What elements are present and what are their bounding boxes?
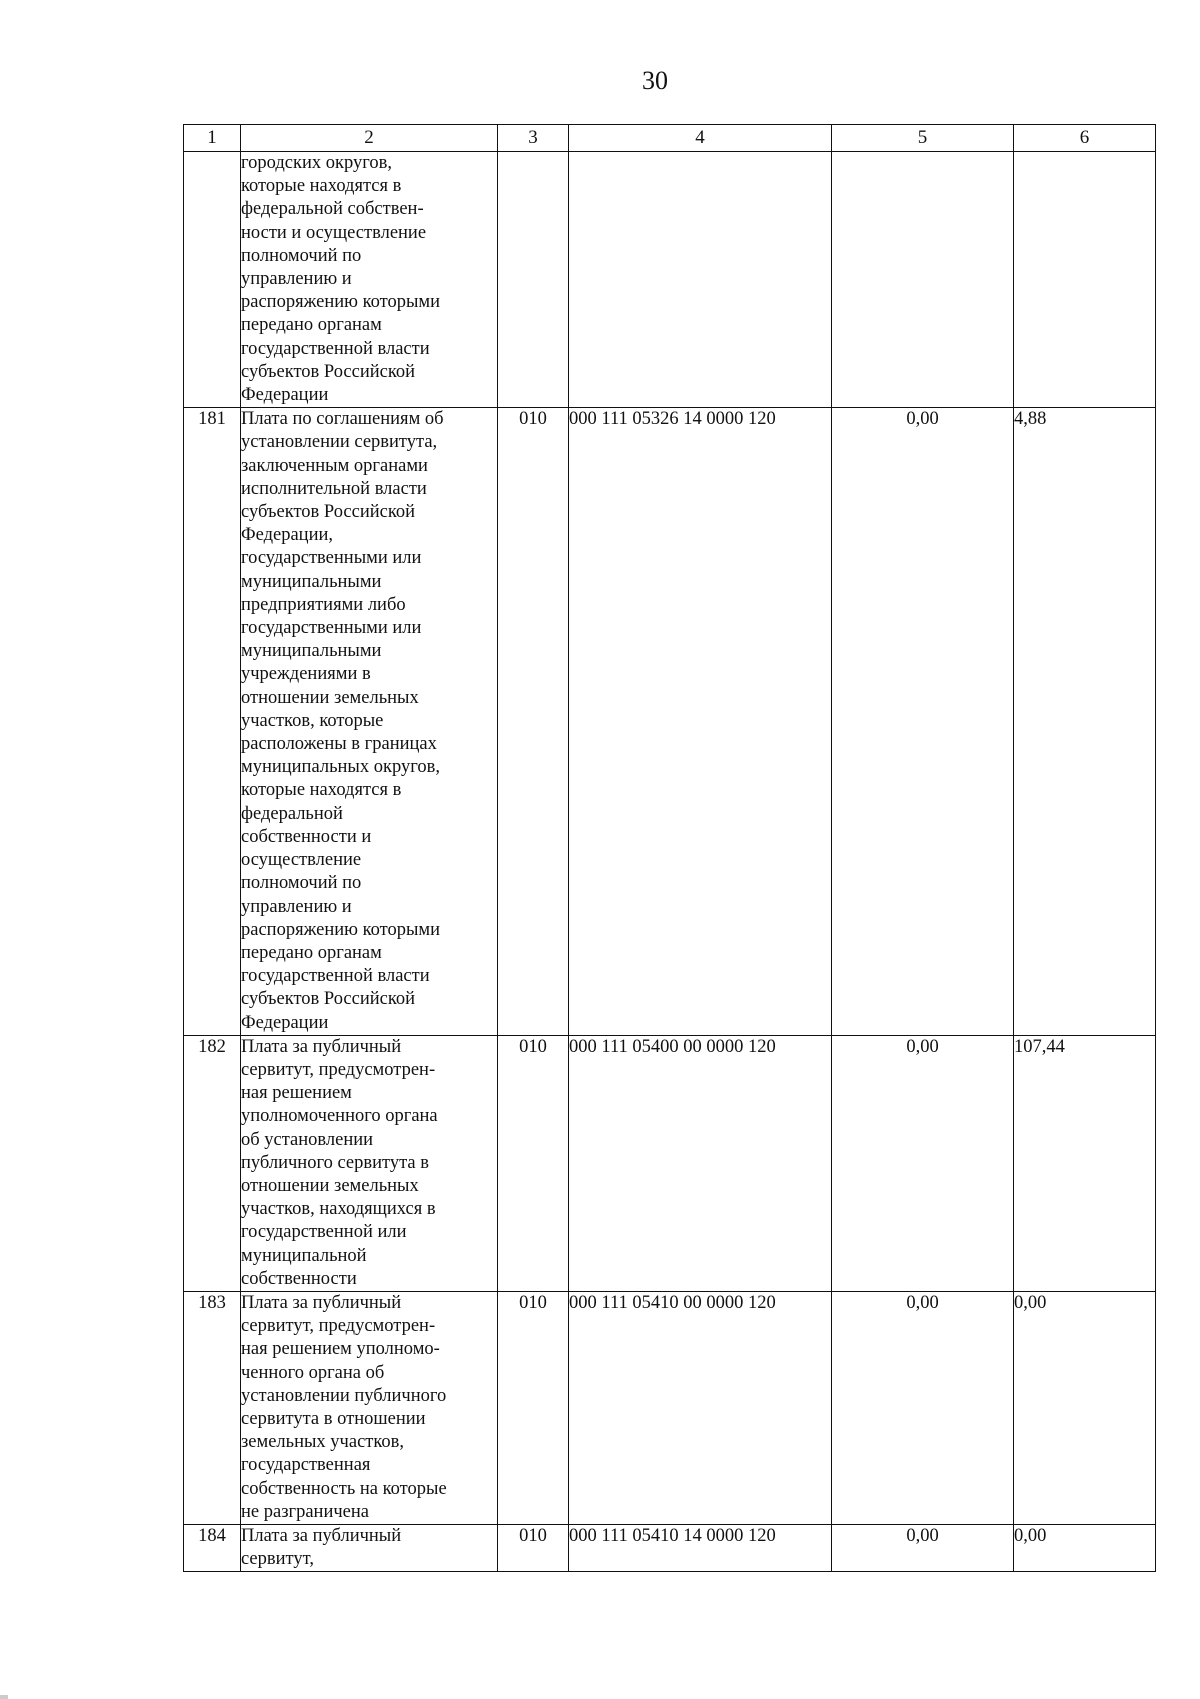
row-name-line: которые находятся в [241,780,402,801]
row-name-line: сервитут, [241,1549,314,1570]
row-kbk-code: 000 111 05410 14 0000 120 [569,1524,832,1571]
row-name-line: ности и осуществление [241,222,427,243]
row-name-line: управлению и [241,269,352,290]
header-col-4: 4 [569,125,832,152]
row-name-line: Плата за публичный [241,1292,402,1313]
row-name-line: полномочий по [241,245,362,266]
row-value-col-5: 0,00 [832,408,1014,1035]
row-code: 010 [498,1524,569,1571]
row-code: 010 [498,1035,569,1291]
row-value-col-6: 0,00 [1014,1291,1156,1524]
row-value-col-5: 0,00 [832,1524,1014,1571]
row-value-col-5: 0,00 [832,1035,1014,1291]
row-name-line: уполномоченного органа [241,1106,438,1127]
row-name-line: Плата за публичный [241,1036,402,1057]
row-name-line: муниципальной [241,1245,367,1266]
row-name-line: государственная [241,1455,371,1476]
row-value-col-6: 0,00 [1014,1524,1156,1571]
row-code: 010 [498,408,569,1035]
row-number [184,152,241,408]
row-name-line: сервитута в отношении [241,1408,426,1429]
row-value-col-5: 0,00 [832,1291,1014,1524]
row-name-line: собственности и [241,826,372,847]
row-kbk-code: 000 111 05400 00 0000 120 [569,1035,832,1291]
row-name-line: предприятиями либо [241,594,406,615]
row-name-line: участков, находящихся в [241,1199,436,1220]
row-name-line: Федерации, [241,525,333,546]
table-row [184,1524,1156,1571]
row-value-col-6: 4,88 [1014,408,1156,1035]
row-name-line: собственность на которые [241,1478,447,1499]
table-row [184,408,1156,1035]
row-number: 183 [184,1291,241,1524]
row-kbk-code: 000 111 05410 00 0000 120 [569,1291,832,1524]
scan-artifact [0,1695,8,1699]
revenue-table [183,124,1156,1572]
row-name-line: муниципальными [241,571,382,592]
row-name-line: ная решением уполномо- [241,1339,440,1360]
row-name [241,1291,498,1524]
row-name-line: ченного органа об [241,1362,385,1383]
row-kbk-code: 000 111 05326 14 0000 120 [569,408,832,1035]
row-name-line: государственными или [241,618,422,639]
row-name [241,152,498,408]
row-value-col-5 [832,152,1014,408]
row-name-line: полномочий по [241,873,362,894]
header-col-5: 5 [832,125,1014,152]
row-name-line: передано органам [241,942,382,963]
row-name-line: распоряжению которыми [241,919,441,940]
row-name-line: сервитут, предусмотрен- [241,1059,436,1080]
row-name [241,1035,498,1291]
row-name-line: субъектов Российской [241,361,416,382]
row-name-line: расположены в границах [241,734,437,755]
row-name [241,1524,498,1571]
row-name-line: публичного сервитута в [241,1152,429,1173]
row-name-line: заключенным органами [241,455,428,476]
row-name-line: государственной власти [241,966,430,987]
row-name-line: государственной или [241,1222,407,1243]
header-col-6: 6 [1014,125,1156,152]
row-name-line: установлении сервитута, [241,432,438,453]
row-value-col-6 [1014,152,1156,408]
row-name [241,408,498,1035]
row-name-line: отношении земельных [241,687,419,708]
row-name-line: отношении земельных [241,1175,419,1196]
table-row [184,152,1156,408]
row-number: 181 [184,408,241,1035]
row-name-line: муниципальных округов, [241,757,440,778]
row-name-line: Плата за публичный [241,1525,402,1546]
row-kbk-code [569,152,832,408]
row-name-line: установлении публичного [241,1385,447,1406]
table-body [184,152,1156,1572]
row-name-line: не разграничена [241,1501,369,1522]
row-name-line: муниципальными [241,641,382,662]
row-name-line: сервитут, предусмотрен- [241,1316,436,1337]
row-name-line: собственности [241,1268,357,1289]
header-col-2: 2 [241,125,498,152]
table-row [184,1291,1156,1524]
row-name-line: Федерации [241,385,329,406]
row-code [498,152,569,408]
row-name-line: участков, которые [241,710,384,731]
row-name-line: федеральной [241,803,343,824]
row-name-line: об установлении [241,1129,374,1150]
row-number: 184 [184,1524,241,1571]
row-name-line: Федерации [241,1012,329,1033]
row-name-line: земельных участков, [241,1432,405,1453]
row-name-line: осуществление [241,850,362,871]
row-number: 182 [184,1035,241,1291]
row-name-line: государственными или [241,548,422,569]
row-name-line: передано органам [241,315,382,336]
row-name-line: исполнительной власти [241,478,427,499]
row-name-line: субъектов Российской [241,502,416,523]
row-value-col-6: 107,44 [1014,1035,1156,1291]
table-row [184,1035,1156,1291]
row-name-line: городских округов, [241,153,392,173]
row-name-line: федеральной собствен- [241,199,424,220]
header-col-3: 3 [498,125,569,152]
row-name-line: Плата по соглашениям об [241,409,444,430]
row-name-line: управлению и [241,896,352,917]
row-name-line: распоряжению которыми [241,292,441,313]
row-name-line: субъектов Российской [241,989,416,1010]
row-code: 010 [498,1291,569,1524]
header-col-1: 1 [184,125,241,152]
row-name-line: государственной власти [241,338,430,359]
row-name-line: которые находятся в [241,176,402,197]
page-number: 30 [642,66,668,95]
row-name-line: учреждениями в [241,664,371,685]
row-name-line: ная решением [241,1083,352,1104]
table-header-row [184,125,1156,152]
